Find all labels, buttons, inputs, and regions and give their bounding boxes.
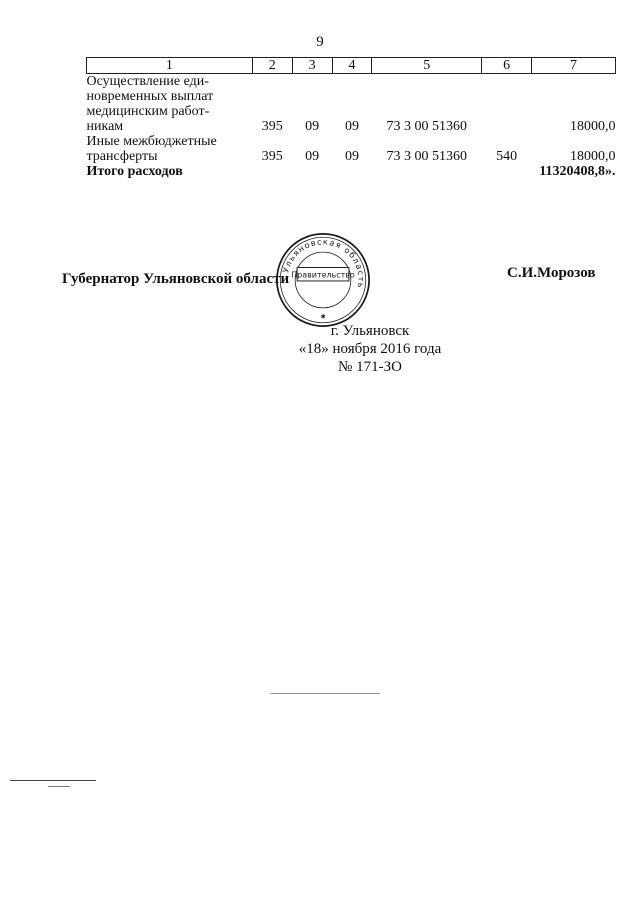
header-col-5: 5 [372,58,482,74]
description-line: трансферты [86,149,158,164]
header-col-4: 4 [332,58,372,74]
description-line: Иные межбюджетные [86,134,217,149]
header-col-2: 2 [252,58,292,74]
seal-center-text: Правительство [291,270,355,280]
expenses-table [86,57,616,179]
seal-ring-text: Ульяновская область [280,236,367,290]
cell-expense-type [482,74,532,135]
row-description [87,134,253,164]
description-line: новременных выплат [86,89,214,104]
header-col-7: 7 [532,58,616,74]
header-col-6: 6 [482,58,532,74]
law-date: «18» ноября 2016 года [298,341,442,357]
place-and-date-block [0,322,640,376]
signatory-name: С.И.Морозов [507,265,596,281]
total-value: 11320408,8». [539,164,616,179]
table-row [87,74,616,135]
cell-subsection: 09 [344,119,359,134]
description-line: Осуществление еди- [86,74,209,89]
table-header-row [87,58,616,74]
cell-section: 09 [305,119,320,134]
divider [270,693,380,694]
cell-section: 09 [305,149,320,164]
city: г. Ульяновск [330,323,410,339]
law-number: № 171-ЗО [338,359,402,375]
signatory-position: Губернатор Ульяновской области [62,271,290,287]
official-seal-icon [275,232,371,328]
cell-amount: 18000,0 [570,119,616,134]
cell-ministry-code: 395 [261,119,283,134]
description-line: никам [86,119,124,134]
cell-target-article: 73 3 00 51360 [386,119,468,134]
header-col-3: 3 [292,58,332,74]
total-row [87,164,616,179]
cell-target-article: 73 3 00 51360 [386,149,468,164]
svg-text:✱: ✱ [320,314,326,321]
table-row [87,134,616,164]
cell-amount: 18000,0 [570,149,616,164]
row-description [87,74,253,135]
divider [48,786,70,787]
page-number: 9 [316,34,324,50]
divider [10,780,96,781]
total-label: Итого расходов [86,164,183,179]
cell-expense-type: 540 [496,149,518,164]
description-line: медицинским работ- [86,104,210,119]
cell-ministry-code: 395 [261,149,283,164]
header-col-1: 1 [87,58,253,74]
cell-subsection: 09 [344,149,359,164]
